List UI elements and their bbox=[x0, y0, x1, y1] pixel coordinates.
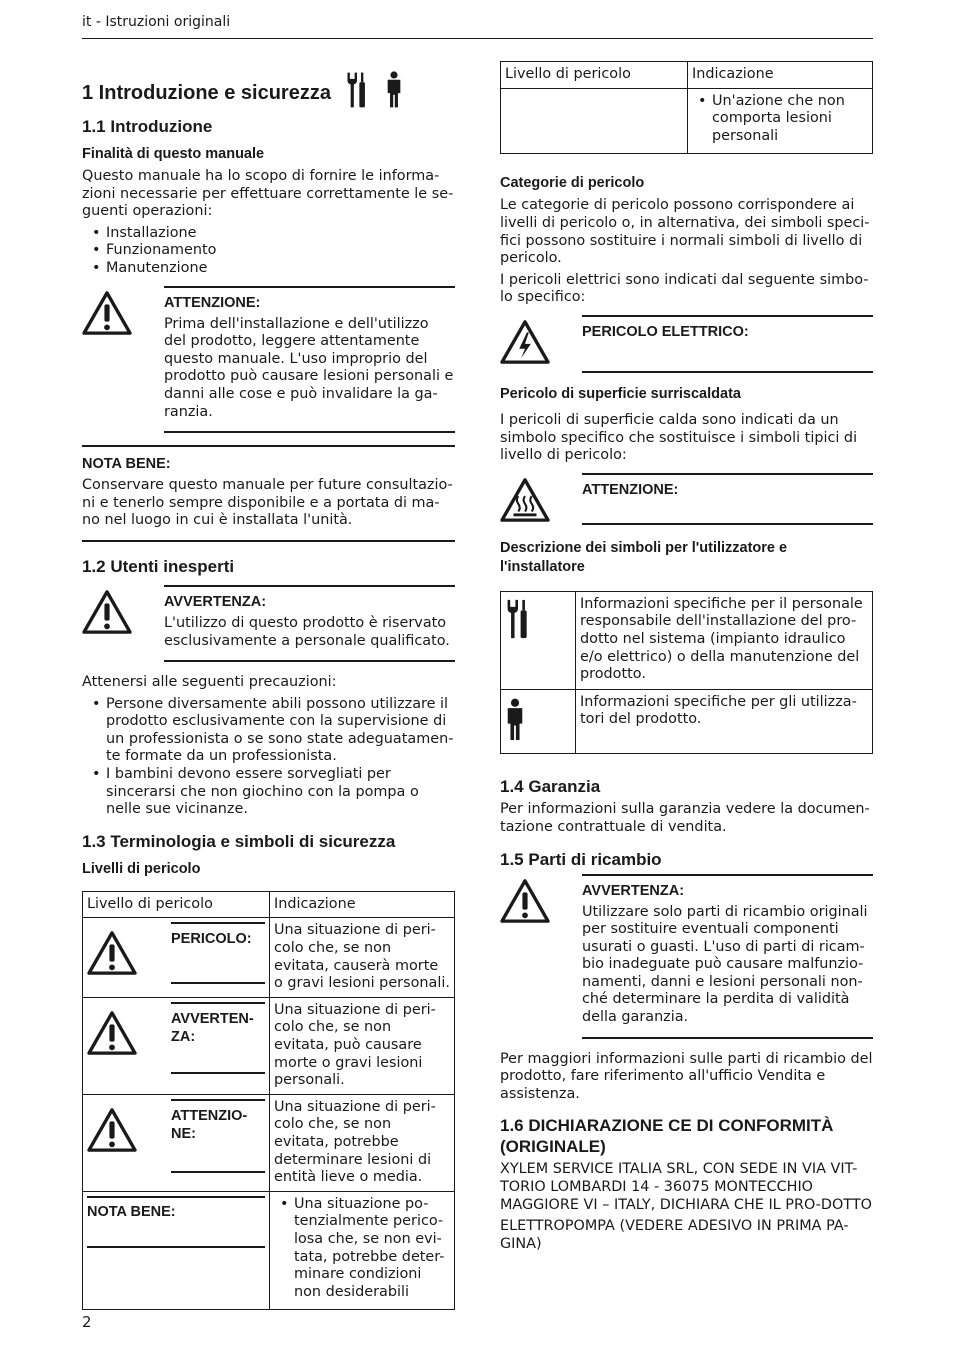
tools-icon bbox=[345, 71, 369, 109]
table-header: Indicazione bbox=[270, 891, 455, 918]
level-description: • Una situazione po-tenzialmente perico-losa che, se non evi-tata, potrebbe deter-minare condizioni non desiderabili bbox=[280, 1196, 450, 1302]
table-header-row bbox=[83, 891, 455, 918]
danger-icon bbox=[87, 930, 137, 976]
warranty-text: Per informazioni sulla garanzia vedere la documen-tazione contrattuale di vendita. bbox=[500, 801, 870, 835]
header-divider bbox=[82, 38, 873, 39]
operations-list bbox=[92, 225, 455, 278]
note-box bbox=[82, 445, 455, 542]
note-label: NOTA BENE: bbox=[82, 456, 171, 473]
hot-surface-text: I pericoli di superficie calda sono indicati da un simbolo specifico che sostituisce i simboli tipici di livello di pericolo: bbox=[500, 411, 858, 464]
role-icons bbox=[345, 71, 403, 109]
table-header-row bbox=[501, 62, 873, 89]
section-1-2-title: 1.2 Utenti inesperti bbox=[82, 556, 235, 576]
hot-surface-label: ATTENZIONE: bbox=[582, 481, 679, 498]
declaration-text: XYLEM SERVICE ITALIA SRL, CON SEDE IN VIA VIT-TORIO LOMBARDI 14 - 36075 MONTECCHIO MAGGIORE VI – ITALY, DICHIARA CHE IL PRO-DOTTO bbox=[500, 1161, 872, 1213]
table-row bbox=[83, 1191, 455, 1310]
list-item: • Manutenzione bbox=[92, 260, 455, 278]
electric-label: PERICOLO ELETTRICO: bbox=[582, 323, 749, 340]
symbols-heading: Descrizione dei simboli per l'utilizzatore e l'installatore bbox=[500, 539, 788, 575]
section-1-title-row bbox=[82, 68, 455, 112]
tools-icon bbox=[505, 596, 531, 642]
note-text: Conservare questo manuale per future consultazio-ni e tenerlo sempre disponibile e a portata di ma-no nel luogo in cui è installata l'unità. bbox=[82, 477, 453, 529]
section-1-3-title: 1.3 Terminologia e simboli di sicurezza bbox=[82, 831, 396, 851]
level-label: ATTENZIO-NE: bbox=[171, 1099, 265, 1173]
levels-heading: Livelli di pericolo bbox=[82, 860, 201, 877]
purpose-heading: Finalità di questo manuale bbox=[82, 146, 265, 162]
table-header: Indicazione bbox=[688, 62, 873, 89]
symbol-description: Informazioni specifiche per il personale responsabile dell'installazione del pro-dotto nel sistema (impianto idraulico e/o elettrico) o della manutenzione del prodotto. bbox=[576, 591, 873, 689]
header-text: it - Istruzioni originali bbox=[82, 14, 231, 30]
table-row bbox=[83, 1094, 455, 1191]
section-1-1-title: 1.1 Introduzione bbox=[82, 117, 213, 136]
level-description: Una situazione di peri-colo che, se non evitata, causerà morte o gravi lesioni personali. bbox=[270, 918, 455, 997]
declaration-product: ELETTROPOMPA (VEDERE ADESIVO IN PRIMA PA-GINA) bbox=[500, 1218, 849, 1252]
warning-callout bbox=[82, 585, 455, 662]
spare-parts-warning-callout bbox=[500, 874, 873, 1039]
level-label: NOTA BENE: bbox=[87, 1196, 265, 1248]
electric-hazard-icon bbox=[500, 319, 550, 365]
table-row bbox=[83, 997, 455, 1094]
right-column bbox=[500, 61, 873, 1257]
categories-heading: Categorie di pericolo bbox=[500, 175, 645, 192]
list-item: • I bambini devono essere sorvegliati per sincerarsi che non giochino con la pompa o nelle sue vicinanze. bbox=[92, 766, 455, 819]
level-label: AVVERTEN-ZA: bbox=[171, 1002, 265, 1074]
page-number: 2 bbox=[82, 1313, 92, 1331]
electric-callout bbox=[500, 315, 873, 373]
warning-label: AVVERTENZA: bbox=[164, 593, 267, 610]
attention-text: Prima dell'installazione e dell'utilizzo del prodotto, leggere attentamente questo manuale. L'uso improprio del prodotto può causare lesioni personali e danni alle cose e può invalidare la ga-ranzia. bbox=[164, 315, 454, 420]
left-column bbox=[82, 68, 455, 1310]
level-description: Una situazione di peri-colo che, se non evitata, potrebbe determinare lesioni di entità lieve o media. bbox=[270, 1094, 455, 1191]
electric-text: I pericoli elettrici sono indicati dal seguente simbo-lo specifico: bbox=[500, 271, 869, 306]
section-1-6-title: 1.6 DICHIARAZIONE CE DI CONFORMITÀ (ORIGINALE) bbox=[500, 1116, 834, 1157]
warning-icon bbox=[82, 290, 132, 336]
hot-surface-callout bbox=[500, 473, 873, 527]
warning-icon bbox=[500, 878, 550, 924]
symbol-description: Informazioni specifiche per gli utilizza-tori del prodotto. bbox=[576, 689, 873, 754]
table-row bbox=[501, 689, 873, 754]
user-icon bbox=[505, 696, 525, 744]
section-1-title: 1 Introduzione e sicurezza bbox=[82, 81, 331, 104]
hot-surface-heading: Pericolo di superficie surriscaldata bbox=[500, 385, 741, 402]
table-row bbox=[83, 918, 455, 997]
precautions-intro: Attenersi alle seguenti precauzioni: bbox=[82, 674, 337, 691]
list-item: • Funzionamento bbox=[92, 242, 455, 260]
attention-callout bbox=[82, 286, 455, 434]
table-header: Livello di pericolo bbox=[83, 891, 270, 918]
warning-icon bbox=[82, 589, 132, 635]
level-label: PERICOLO: bbox=[171, 922, 265, 984]
precautions-list bbox=[92, 696, 455, 819]
symbols-table bbox=[500, 591, 873, 755]
warning-text: Utilizzare solo parti di ricambio originali per sostituire eventuali componenti usurati o guasti. L'uso di parti di ricam-bio inadeguate può causare malfunzio-namenti, danni e lesioni personali non-ché determinare la perdita di validità della garanzia. bbox=[582, 903, 868, 1026]
table-row bbox=[501, 591, 873, 689]
categories-text: Le categorie di pericolo possono corrispondere ai livelli di pericolo o, in alternativa, dei simboli speci-fici possono sostituire i normali simboli di livello di pericolo. bbox=[500, 197, 870, 267]
spare-parts-text: Per maggiori informazioni sulle parti di ricambio del prodotto, fare riferimento all'ufficio Vendita e assistenza. bbox=[500, 1050, 873, 1102]
list-item: • Persone diversamente abili possono utilizzare il prodotto esclusivamente con la supervisione di un professionista o se sono state adeguatamen-te formate da un professionista. bbox=[92, 696, 455, 766]
warning-icon bbox=[87, 1010, 137, 1056]
table-row bbox=[501, 88, 873, 154]
purpose-text: Questo manuale ha lo scopo di fornire le informa-zioni necessarie per effettuare correttamente le se-guenti operazioni: bbox=[82, 168, 454, 220]
section-1-4-title: 1.4 Garanzia bbox=[500, 777, 601, 797]
level-description: • Un'azione che non comporta lesioni personali bbox=[698, 93, 868, 146]
list-item: • Installazione bbox=[92, 225, 455, 243]
attention-label: ATTENZIONE: bbox=[164, 294, 261, 311]
table-header: Livello di pericolo bbox=[501, 62, 688, 89]
level-description: Una situazione di peri-colo che, se non evitata, può causare morte o gravi lesioni personali. bbox=[270, 997, 455, 1094]
user-icon bbox=[385, 71, 403, 109]
caution-icon bbox=[87, 1107, 137, 1153]
hot-surface-icon bbox=[500, 477, 550, 523]
hazard-levels-table bbox=[82, 891, 455, 1310]
hazard-levels-table-continued bbox=[500, 61, 873, 154]
section-1-5-title: 1.5 Parti di ricambio bbox=[500, 849, 662, 869]
warning-label: AVVERTENZA: bbox=[582, 882, 685, 899]
warning-text: L'utilizzo di questo prodotto è riservato esclusivamente a personale qualificato. bbox=[164, 614, 450, 649]
